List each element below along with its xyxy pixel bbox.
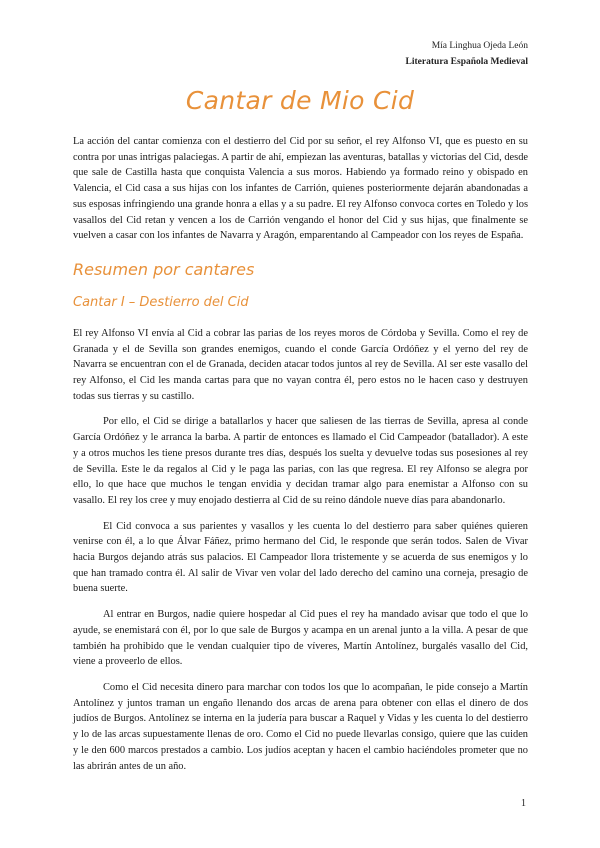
subsection-heading: Cantar I – Destierro del Cid [73,294,249,310]
course-name: Literatura Española Medieval [405,57,528,67]
document-title: Cantar de Mio Cid [185,86,415,115]
body-paragraph: El rey Alfonso VI envía al Cid a cobrar las parias de los reyes moros de Córdoba y Sevilla. Como el rey de Granada y el de Sevilla son grandes enemigos, cuando el conde García Ordóñez y el yerno del rey de Navarra se encuentran con el de Granada, deciden atacar todos juntos al rey de Sevilla. Al ser este vasallo del rey Alfonso, el Cid les manda cartas para que no vayan contra él, pero estos no le hacen caso y destruyen todas sus tierras y su castillo. [73,327,528,402]
section-heading: Resumen por cantares [73,259,255,279]
body-paragraph: Al entrar en Burgos, nadie quiere hospedar al Cid pues el rey ha mandado avisar que todo el que lo ayude, se enemistará con él, por lo que sale de Burgos y acampa en un arenal junto a la villa. A pesar de que también ha prohibido que le vendan cualquier tipo de víveres, Martín Antolínez, burgalés vasallo del Cid, viene a proveerlo de ellos. [73,609,528,668]
body-paragraph: Como el Cid necesita dinero para marchar con todos los que lo acompañan, le pide consejo a Martín Antolínez y juntos traman un engaño llenando dos arcas de arena para obtener con ellas el dinero de dos judíos de Burgos. Antolínez se interna en la judería para buscar a Raquel y Vidas y les cuenta lo del destierro y lo de las arcas supuestamente llenas de oro. Como el Cid no puede llevarlas consigo, quiere que las cuiden y le den 600 marcos prestados a cambio. Los judíos aceptan y hacen el cambio haciéndoles prometer que no las abrirán antes de un año. [73,681,528,772]
page-number: 1 [521,798,526,809]
author-name: Mía Linghua Ojeda León [431,41,528,51]
body-paragraph: El Cid convoca a sus parientes y vasallos y les cuenta lo del destierro para saber quiénes quieren venirse con él, a lo que Álvar Fáñez, primo hermano del Cid, le responde que serán todos. Salen de Vivar hacia Burgos dejando atrás sus palacios. El Campeador llora tristemente y se acuerda de sus enemigos y lo que han tramado contra él. Al salir de Vivar ven volar del lado derecho del camino una corneja, presagio de buena suerte. [73,520,528,595]
page-header [406,38,528,70]
intro-paragraph: La acción del cantar comienza con el destierro del Cid por su señor, el rey Alfonso VI, que es puesto en su contra por unas intrigas palaciegas. A partir de ahí, empiezan las aventuras, batallas y victorias del Cid, desde que sale de Castilla hasta que conquista Valencia a sus moros. Habiendo ya formado reino y obispado en Valencia, el Cid casa a sus hijas con los infantes de Carrión, quienes posteriormente dejarán abandonadas a sus esposas infringiendo una grande honra a ellas y a su padre. El rey Alfonso convoca cortes en Toledo y los vasallos del Cid retan y vencen a los de Carrión vengando el honor del Cid y sus hijas, que finalmente se vuelven a casar con los infantes de Navarra y Aragón, emparentando al Campeador con los reyes de España. [73,136,528,242]
body-paragraph: Por ello, el Cid se dirige a batallarlos y hacer que saliesen de las tierras de Sevilla, apresa al conde García Ordóñez y le arranca la barba. A partir de entonces es llamado el Cid Campeador (batallador). A este y a otros muchos les tiene presos durante tres días, después los suelta y devuelve todas sus posesiones al rey de Sevilla. Este le da regalos al Cid y le paga las parias, con las que regresa. El rey Alfonso se alegra por ello, lo que hace que muchos le tengan envidia y decidan tramar algo para enemistar a Alfonso con su vasallo. El rey los cree y muy enojado destierra al Cid de su reino dándole nueve días para abandonarlo. [73,416,528,506]
document-body [73,134,528,774]
